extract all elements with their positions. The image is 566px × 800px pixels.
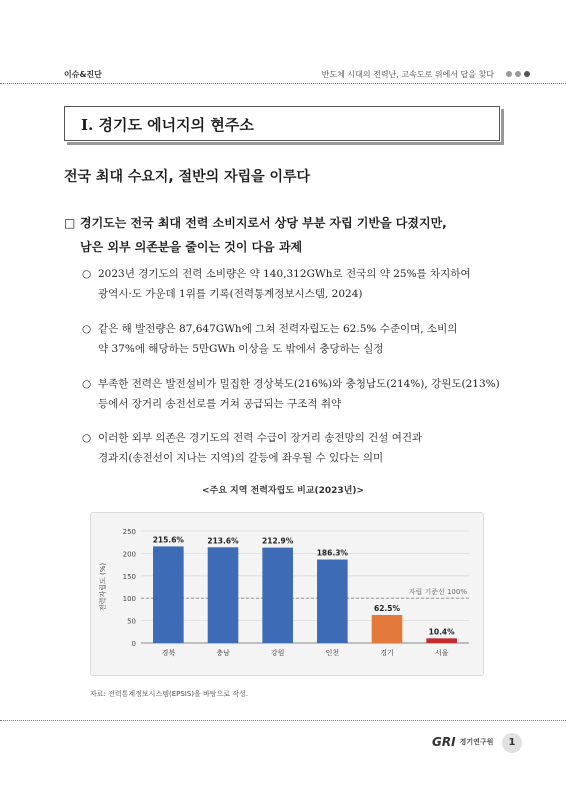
bullet-line: 등에서 장거리 송전선로를 거쳐 공급되는 구조적 취약 bbox=[98, 398, 342, 410]
logo-name: 경기연구원 bbox=[459, 738, 494, 746]
y-tick-label: 50 bbox=[127, 617, 136, 626]
data-label: 213.6% bbox=[207, 536, 239, 546]
section-title: Ⅰ. 경기도 에너지의 현주소 bbox=[81, 116, 254, 134]
bullet-line: 부족한 전력은 발전설비가 밀집한 경상북도(216%)와 충청남도(214%), 강원도(213%) bbox=[98, 378, 500, 390]
gri-logo bbox=[432, 735, 493, 749]
bullet-item bbox=[82, 319, 510, 359]
bullet-item bbox=[82, 374, 510, 414]
bar bbox=[262, 548, 293, 643]
key-point-line-2: 남은 외부 의존분을 줄이는 것이 다음 과제 bbox=[80, 240, 303, 254]
bullet-item bbox=[82, 264, 510, 304]
bar bbox=[208, 547, 239, 643]
circle-bullet-icon: ○ bbox=[82, 323, 92, 335]
logo-mark: GRI bbox=[432, 735, 456, 749]
chart-frame bbox=[90, 512, 484, 676]
bar bbox=[372, 615, 403, 643]
bullet-line: 약 37%에 해당하는 5만GWh 이상을 도 밖에서 충당하는 실정 bbox=[98, 343, 384, 355]
bullet-line: 광역시·도 가운데 1위를 기록(전력통계정보시스템, 2024) bbox=[98, 288, 363, 300]
y-tick-label: 250 bbox=[122, 528, 136, 536]
y-axis-label: 전력자립도 (%) bbox=[99, 562, 107, 612]
bar-chart bbox=[91, 513, 483, 675]
circle-bullet-icon: ○ bbox=[82, 378, 92, 390]
header-title: 반도체 시대의 전력난, 고속도로 위에서 답을 찾다 bbox=[321, 70, 494, 79]
bar bbox=[426, 638, 457, 643]
header-dots bbox=[506, 71, 530, 77]
footer-divider bbox=[0, 720, 566, 721]
y-tick-label: 200 bbox=[122, 550, 136, 559]
bullet-line: 2023년 경기도의 전력 소비량은 약 140,312GWh로 전국의 약 25%를 차지하여 bbox=[98, 268, 471, 280]
header-divider bbox=[0, 83, 566, 84]
bar bbox=[153, 546, 184, 643]
header-category: 이슈&진단 bbox=[64, 70, 102, 79]
x-tick-label: 서울 bbox=[434, 649, 449, 657]
x-tick-label: 충남 bbox=[216, 649, 230, 657]
circle-bullet-icon: ○ bbox=[82, 268, 92, 280]
x-tick-label: 경북 bbox=[161, 649, 176, 657]
y-tick-label: 150 bbox=[122, 572, 136, 581]
x-tick-label: 경기 bbox=[380, 649, 394, 657]
source-note: 자료: 전력통계정보시스템(EPSIS)을 바탕으로 작성. bbox=[90, 690, 249, 698]
section-title-box bbox=[64, 106, 500, 141]
key-point bbox=[64, 211, 514, 259]
key-point-line-1: 경기도는 전국 최대 전력 소비지로서 상당 부분 자립 기반을 다졌지만, bbox=[80, 216, 447, 230]
y-tick-label: 0 bbox=[131, 640, 136, 648]
chart-caption: <주요 지역 전력자립도 비교(2023년)> bbox=[201, 486, 365, 496]
x-tick-label: 인천 bbox=[325, 649, 340, 657]
reference-line-label: 자립 기준선 100% bbox=[408, 588, 467, 597]
data-label: 10.4% bbox=[428, 627, 455, 637]
bullet-line: 경과지(송전선이 지나는 지역)의 갈등에 좌우될 수 있다는 의미 bbox=[98, 452, 384, 464]
y-tick-label: 100 bbox=[122, 595, 136, 604]
x-tick-label: 강원 bbox=[270, 649, 285, 657]
circle-bullet-icon: ○ bbox=[82, 432, 92, 444]
data-label: 215.6% bbox=[152, 535, 184, 545]
subheading: 전국 최대 수요지, 절반의 자립을 이루다 bbox=[64, 169, 311, 185]
bar bbox=[317, 560, 348, 643]
bullet-line: 같은 해 발전량은 87,647GWh에 그쳐 전력자립도는 62.5% 수준이며, 소비의 bbox=[98, 323, 458, 335]
data-label: 62.5% bbox=[373, 604, 401, 613]
bullet-line: 이러한 외부 의존은 경기도의 전력 수급이 장거리 송전망의 건설 여건과 bbox=[98, 432, 423, 444]
data-label: 186.3% bbox=[316, 548, 348, 558]
box-bullet-icon: □ bbox=[64, 216, 76, 230]
bullet-item bbox=[82, 428, 510, 468]
page-number: 1 bbox=[502, 733, 522, 753]
data-label: 212.9% bbox=[262, 536, 294, 546]
